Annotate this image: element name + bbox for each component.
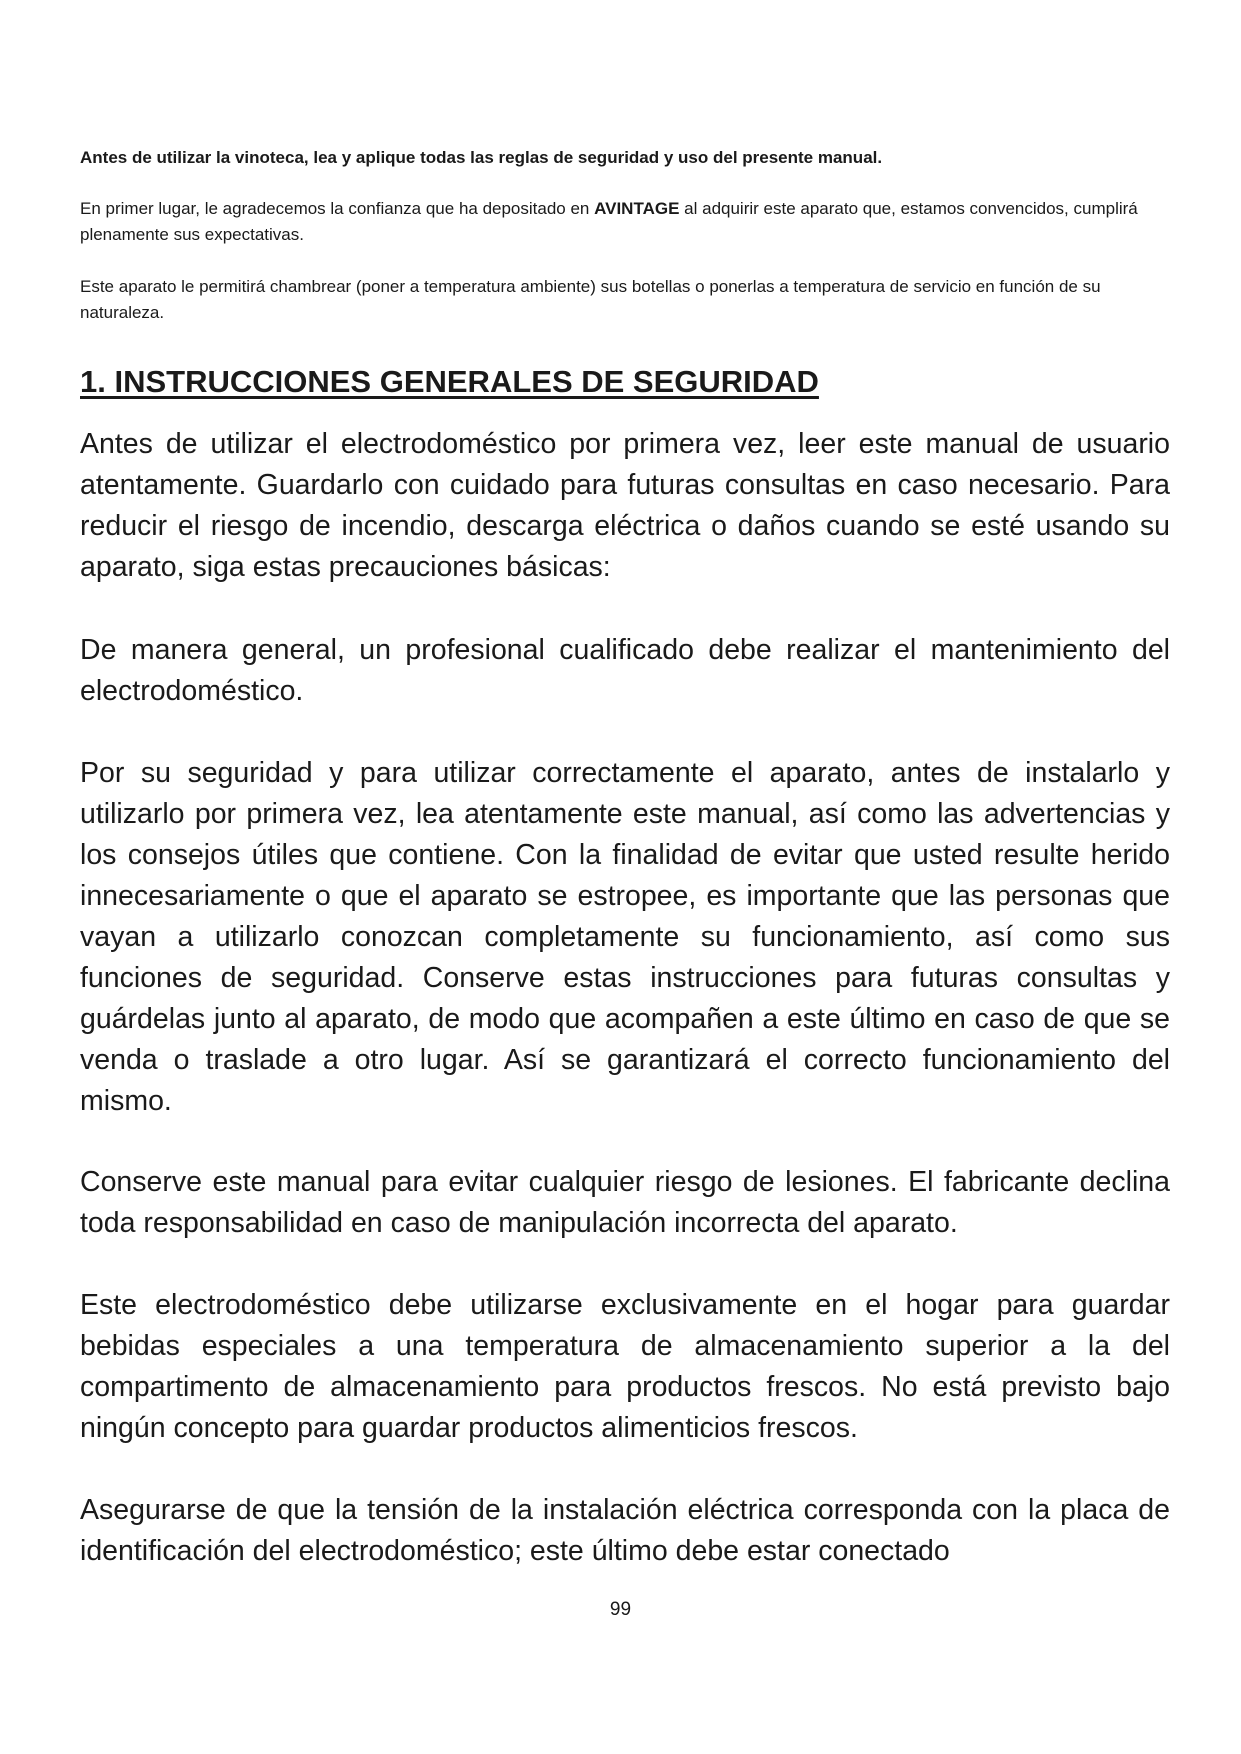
intro-warning: Antes de utilizar la vinoteca, lea y aplique todas las reglas de seguridad y uso del presente manual. — [80, 148, 883, 167]
intro-thanks-before: En primer lugar, le agradecemos la confianza que ha depositado en — [80, 199, 595, 218]
page-number: 99 — [609, 1599, 632, 1620]
body-paragraph: De manera general, un profesional cualificado debe realizar el mantenimiento del electrodoméstico. — [80, 634, 1170, 707]
body-paragraph: Conserve este manual para evitar cualquier riesgo de lesiones. El fabricante declina toda responsabilidad en caso de manipulación incorrecta del aparato. — [80, 1166, 1170, 1239]
section-heading: 1. INSTRUCCIONES GENERALES DE SEGURIDAD — [80, 364, 819, 399]
intro-purpose: Este aparato le permitirá chambrear (poner a temperatura ambiente) sus botellas o ponerlas a temperatura de servicio en función de su naturaleza. — [80, 277, 1101, 322]
body-paragraph: Este electrodoméstico debe utilizarse exclusivamente en el hogar para guardar bebidas especiales a una temperatura de almacenamiento superior a la del compartimento de almacenamiento para productos frescos. No está previsto bajo ningún concepto para guardar productos alimenticios frescos. — [80, 1289, 1170, 1444]
brand-name: AVINTAGE — [594, 199, 680, 218]
body-paragraph: Por su seguridad y para utilizar correctamente el aparato, antes de instalarlo y utilizarlo por primera vez, lea atentamente este manual, así como las advertencias y los consejos útiles que contiene. Con la finalidad de evitar que usted resulte herido innecesariamente o que el aparato se estropee, es importante que las personas que vayan a utilizarlo conozcan completamente su funcionamiento, así como sus funciones de seguridad. Conserve estas instrucciones para futuras consultas y guárdelas junto al aparato, de modo que acompañen a este último en caso de que se venda o traslade a otro lugar. Así se garantizará el correcto funcionamiento del mismo. — [80, 757, 1170, 1117]
intro-thanks — [80, 196, 1170, 248]
body-paragraph: Antes de utilizar el electrodoméstico por primera vez, leer este manual de usuario atentamente. Guardarlo con cuidado para futuras consultas en caso necesario. Para reducir el riesgo de incendio, descarga eléctrica o daños cuando se esté usando su aparato, siga estas precauciones básicas: — [80, 428, 1170, 583]
body-paragraph: Asegurarse de que la tensión de la instalación eléctrica corresponda con la placa de identificación del electrodoméstico; este último debe estar conectado — [80, 1494, 1170, 1567]
intro-thanks-after: al adquirir este aparato que, estamos convencidos, cumplirá plenamente sus expectativas. — [80, 199, 1138, 244]
